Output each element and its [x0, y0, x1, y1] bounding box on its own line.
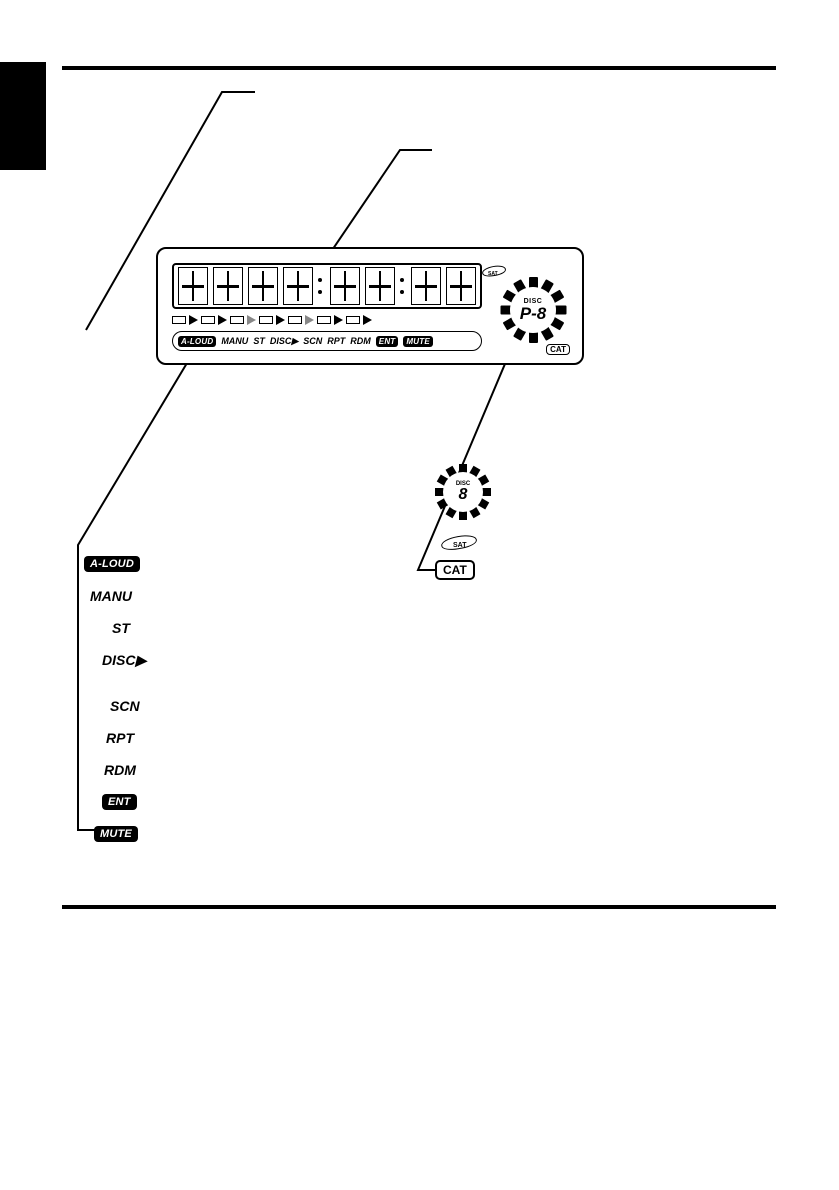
indicator-rdm: RDM [350, 336, 371, 346]
indicator-legend-callout [80, 548, 210, 850]
legend-item [80, 754, 210, 786]
display-unit-illustration [156, 247, 584, 365]
arrow-bar-icon [317, 316, 331, 324]
arrow-triangle-icon [363, 315, 372, 325]
indicator-a-loud: A-LOUD [178, 336, 216, 347]
legend-item [80, 580, 210, 612]
arrow-triangle-outline-icon [247, 315, 256, 325]
header-rule [62, 66, 776, 70]
legend-manu: MANU [90, 588, 132, 604]
legend-item [80, 786, 210, 818]
disc-dial-callout-value: 8 [458, 486, 468, 503]
segment-digit [248, 267, 278, 305]
indicator-rpt: RPT [327, 336, 346, 346]
disc-dial-callout-label: DISC [455, 481, 471, 487]
segment-digit [178, 267, 208, 305]
legend-item [80, 644, 210, 676]
legend-st: ST [112, 620, 130, 636]
segment-digit [330, 267, 360, 305]
arrow-triangle-outline-icon [305, 315, 314, 325]
sat-antenna-callout-icon [439, 532, 479, 554]
disc-dial-label: DISC [523, 298, 543, 305]
arrow-indicator-strip [172, 313, 482, 327]
indicator-st: ST [253, 336, 265, 346]
legend-item [80, 612, 210, 644]
legend-a-loud: A-LOUD [84, 556, 140, 572]
segment-digit [411, 267, 441, 305]
arrow-triangle-icon [189, 315, 198, 325]
cat-callout-indicator: CAT [435, 560, 475, 580]
arrow-bar-icon [230, 316, 244, 324]
segment-digit [283, 267, 313, 305]
legend-scn: SCN [110, 698, 140, 714]
indicator-mute: MUTE [403, 336, 432, 347]
sat-callout-label: SAT [453, 542, 467, 549]
legend-item [80, 818, 210, 850]
legend-rpt: RPT [106, 730, 134, 746]
segment-digit [365, 267, 395, 305]
legend-item [80, 722, 210, 754]
arrow-triangle-icon [334, 315, 343, 325]
arrow-bar-icon [201, 316, 215, 324]
disc-dial-center [510, 287, 556, 333]
segment-digit [213, 267, 243, 305]
arrow-bar-icon [259, 316, 273, 324]
indicator-disc: DISC▶ [269, 335, 299, 346]
legend-mute: MUTE [94, 826, 138, 842]
segment-display-panel [172, 263, 482, 309]
indicator-ent: ENT [376, 336, 399, 347]
page-side-tab [0, 62, 46, 170]
disc-dial-cluster [486, 261, 572, 353]
disc-dial-callout-center [443, 472, 483, 512]
legend-item [80, 690, 210, 722]
legend-ent: ENT [102, 794, 137, 810]
legend-rdm: RDM [104, 762, 136, 778]
footer-rule [62, 905, 776, 909]
indicator-row [172, 331, 482, 351]
sat-antenna-icon: SAT [480, 261, 506, 279]
disc-dial-value: P-8 [519, 304, 547, 323]
arrow-triangle-icon [276, 315, 285, 325]
cat-indicator: CAT [546, 344, 570, 355]
segment-digit [446, 267, 476, 305]
arrow-bar-icon [288, 316, 302, 324]
indicator-scn: SCN [303, 336, 323, 346]
segment-colon [400, 269, 406, 303]
dial-callout-cluster [425, 462, 515, 592]
disc-dial-callout [433, 462, 493, 522]
segment-colon [318, 269, 324, 303]
legend-spacer [80, 676, 210, 690]
legend-item [80, 548, 210, 580]
indicator-manu: MANU [221, 336, 249, 346]
arrow-bar-icon [172, 316, 186, 324]
legend-disc: DISC▶ [102, 651, 147, 668]
disc-dial [498, 275, 568, 345]
arrow-bar-icon [346, 316, 360, 324]
arrow-triangle-icon [218, 315, 227, 325]
